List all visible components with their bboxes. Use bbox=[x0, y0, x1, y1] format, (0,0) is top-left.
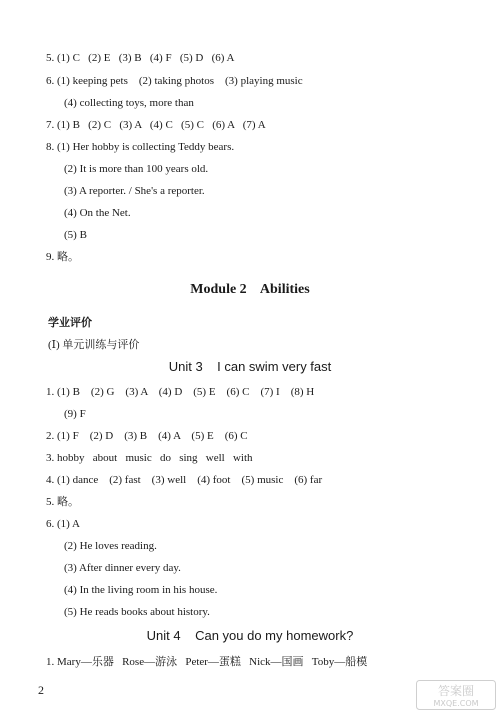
answer-8-4: (4) On the Net. bbox=[64, 207, 131, 219]
svg-text:MXQE.COM: MXQE.COM bbox=[433, 699, 479, 708]
module-title: Module 2 Abilities bbox=[190, 282, 310, 297]
answer-6: 6. (1) keeping pets (2) taking photos (3) playing music bbox=[46, 75, 303, 87]
svg-text:答案圈: 答案圈 bbox=[437, 684, 475, 698]
answer-8-5: (5) B bbox=[64, 229, 87, 241]
answer-6-cont: (4) collecting toys, more than bbox=[64, 97, 194, 109]
answer-7: 7. (1) B (2) C (3) A (4) C (5) C (6) A (7) A bbox=[46, 119, 266, 131]
section-heading: 学业评价 bbox=[48, 317, 92, 329]
answer-8-3: (3) A reporter. / She's a reporter. bbox=[64, 185, 205, 197]
unit3-answer-6-2: (2) He loves reading. bbox=[64, 540, 157, 552]
unit3-answer-6-5: (5) He reads books about history. bbox=[64, 606, 210, 618]
subsection-heading: (Ⅰ) 单元训练与评价 bbox=[48, 339, 140, 351]
unit3-answer-4: 4. (1) dance (2) fast (3) well (4) foot (5) music (6) far bbox=[46, 474, 323, 486]
unit-4-title: Unit 4 Can you do my homework? bbox=[146, 628, 354, 643]
page-number: 2 bbox=[38, 683, 44, 697]
unit-3-title: Unit 3 I can swim very fast bbox=[168, 359, 332, 374]
unit3-answer-6-4: (4) In the living room in his house. bbox=[64, 584, 218, 596]
answer-5: 5. (1) C (2) E (3) B (4) F (5) D (6) A bbox=[46, 52, 235, 64]
answer-8: 8. (1) Her hobby is collecting Teddy bears. bbox=[46, 141, 235, 153]
answer-9: 9. 略。 bbox=[46, 251, 79, 263]
unit3-answer-1-cont: (9) F bbox=[64, 408, 86, 420]
unit3-answer-3: 3. hobby about music do sing well with bbox=[46, 452, 253, 464]
watermark-logo bbox=[416, 680, 496, 710]
unit3-answer-1: 1. (1) B (2) G (3) A (4) D (5) E (6) C (7) I (8) H bbox=[46, 386, 315, 398]
answer-8-2: (2) It is more than 100 years old. bbox=[64, 163, 209, 175]
unit3-answer-2: 2. (1) F (2) D (3) B (4) A (5) E (6) C bbox=[46, 430, 248, 442]
unit3-answer-5: 5. 略。 bbox=[46, 496, 79, 508]
unit4-answer-1: 1. Mary—乐器 Rose—游泳 Peter—蛋糕 Nick—国画 Toby—船模 bbox=[46, 656, 368, 668]
unit3-answer-6-3: (3) After dinner every day. bbox=[64, 562, 181, 574]
unit3-answer-6: 6. (1) A bbox=[46, 518, 80, 530]
